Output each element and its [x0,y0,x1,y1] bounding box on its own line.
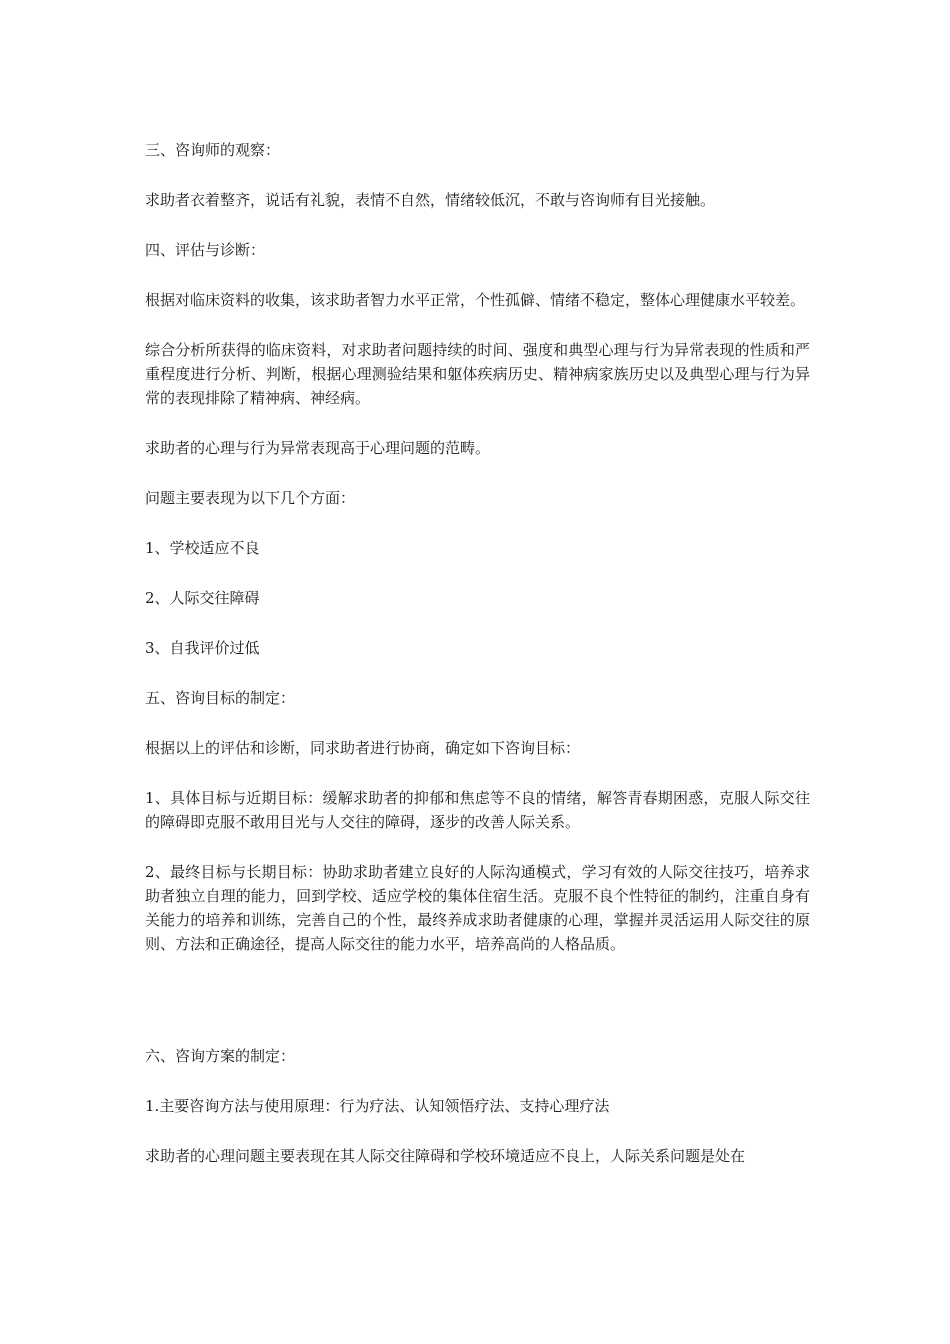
document-body [145,138,810,1194]
heading-counselor-observation: 三、咨询师的观察： [145,141,281,159]
paragraph-short-term-goal: 1、具体目标与近期目标：缓解求助者的抑郁和焦虑等不良的情绪，解答青春期困惑，克服人际交往的障碍即克服不敢用目光与人交往的障碍，逐步的改善人际关系。 [145,789,810,831]
paragraph-problem-category: 求助者的心理与行为异常表现高于心理问题的范畴。 [145,439,491,457]
paragraph-problem-description: 求助者的心理问题主要表现在其人际交往障碍和学校环境适应不良上，人际关系问题是处在 [145,1147,746,1165]
list-item-school-adaptation: 1、学校适应不良 [145,539,260,557]
section-spacer [145,982,810,1044]
paragraph-comprehensive-analysis: 综合分析所获得的临床资料，对求助者问题持续的时间、强度和典型心理与行为异常表现的性质和严重程度进行分析、判断，根据心理测验结果和躯体疾病历史、精神病家族历史以及典型心理与行为异常的表现排除了精神病、神经病。 [145,341,810,407]
paragraph-problem-intro: 问题主要表现为以下几个方面： [145,489,356,507]
paragraph-observation: 求助者衣着整齐，说话有礼貌，表情不自然，情绪较低沉，不敢与咨询师有目光接触。 [145,191,716,209]
paragraph-goals-intro: 根据以上的评估和诊断，同求助者进行协商，确定如下咨询目标： [145,739,581,757]
list-item-interpersonal-barrier: 2、人际交往障碍 [145,589,260,607]
list-item-low-self-evaluation: 3、自我评价过低 [145,639,260,657]
heading-assessment-diagnosis: 四、评估与诊断： [145,241,266,259]
heading-counseling-plan: 六、咨询方案的制定： [145,1047,296,1065]
paragraph-long-term-goal: 2、最终目标与长期目标：协助求助者建立良好的人际沟通模式，学习有效的人际交往技巧，培养求助者独立自理的能力，回到学校、适应学校的集体住宿生活。克服不良个性特征的制约，注重自身有关能力的培养和训练，完善自己的个性，最终养成求助者健康的心理，掌握并灵活运用人际交往的原则、方法和正确途径，提高人际交往的能力水平，培养高尚的人格品质。 [145,863,810,953]
paragraph-methods: 1.主要咨询方法与使用原理：行为疗法、认知领悟疗法、支持心理疗法 [145,1097,610,1115]
heading-counseling-goals: 五、咨询目标的制定： [145,689,296,707]
paragraph-clinical-summary: 根据对临床资料的收集，该求助者智力水平正常，个性孤僻、情绪不稳定，整体心理健康水平较差。 [145,291,806,309]
